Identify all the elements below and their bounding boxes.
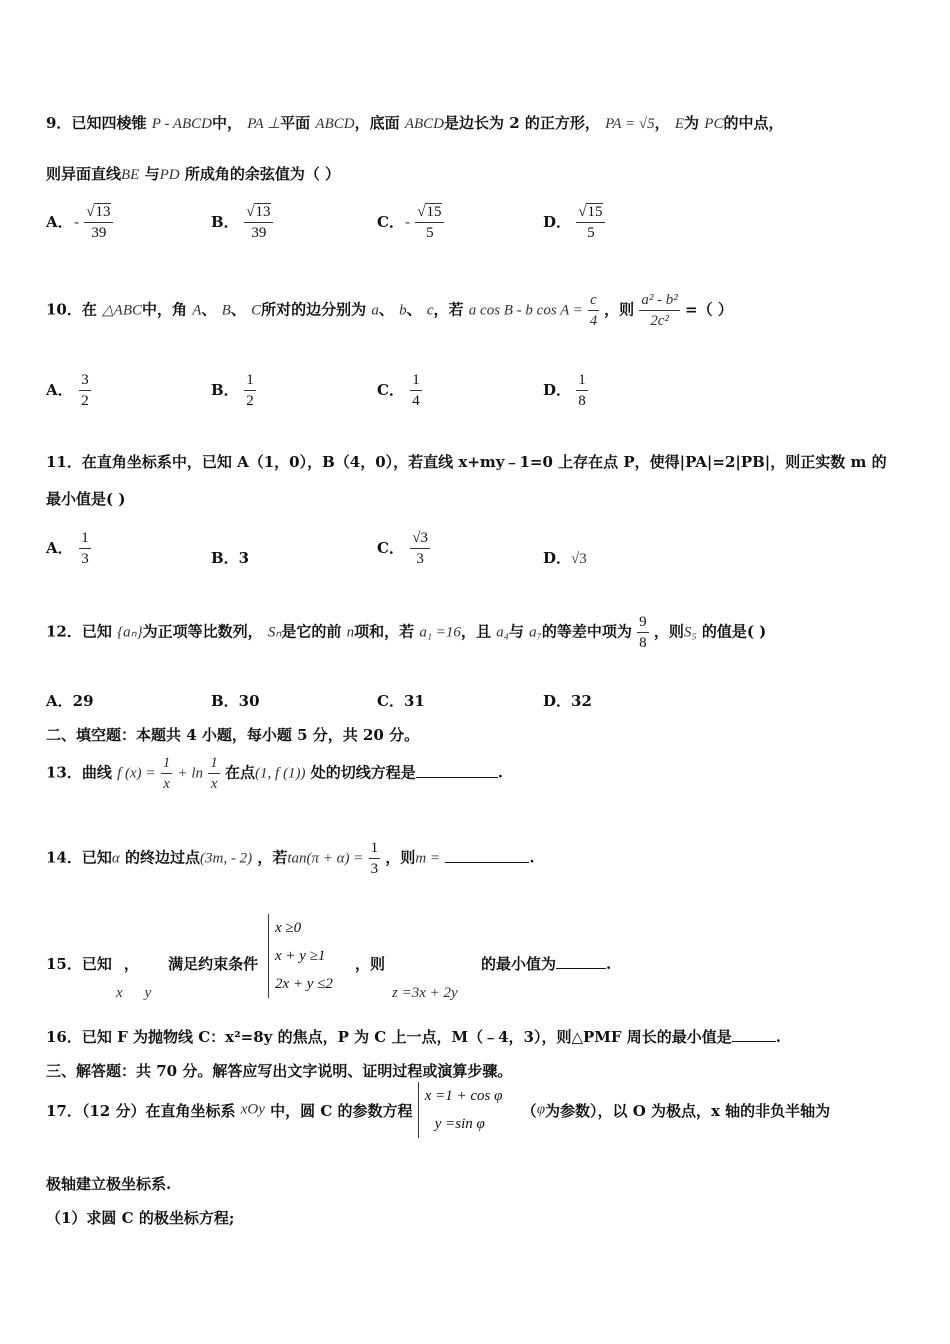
question-11-option-a[interactable]: A． $\frac{1}{3}$ (46, 530, 89, 567)
question-9-option-d[interactable]: D． $\frac{√15}{5}$ (543, 202, 605, 243)
question-10-line: 10．在 △ABC中，角 A、 B、 C所对的边分别为 a、 b、 c，若 a cos B - b cos A = $\frac{c}{4}$ ，则 $\frac{\text{a² - b²}}{\text{2c²}}$ =（ ） (46, 292, 733, 329)
question-15-tail: 的最小值为 . (481, 955, 612, 973)
question-13-line: 13．曲线 f (x) = $\frac{1}{x}$ + ln $\frac{1}{x}$ 在点(1, f (1)) 处的切线方程是 . (46, 755, 503, 792)
question-11-option-d[interactable]: D．√3 (543, 549, 587, 567)
answer-blank[interactable] (445, 862, 529, 863)
question-9-option-a[interactable]: A．- $\frac{√13}{39}$ (46, 202, 113, 243)
question-15-constraints: x ≥0 x + y ≥1 2x + y ≤2 (268, 914, 333, 998)
question-15-objective: z =3x + 2y (392, 985, 458, 1001)
section-3-heading: 三、解答题：共 70 分。解答应写出文字说明、证明过程或演算步骤。 (46, 1062, 513, 1080)
question-12-option-a[interactable]: A．29 (46, 692, 94, 710)
question-9-line1: 9．已知四棱锥 P - ABCD中， PA ⊥平面 ABCD，底面 ABCD是边长为 2 的正方形， PA = √5， E为 PC的中点， (46, 114, 784, 132)
question-9-option-b[interactable]: B． $\frac{√13}{39}$ (211, 202, 273, 243)
question-11-option-b[interactable]: B．3 (211, 549, 250, 567)
question-10-option-c[interactable]: C． $\frac{1}{4}$ (377, 372, 420, 409)
question-17-line1: 17．（12 分）在直角坐标系 xOy 中，圆 C 的参数方程 x =1 + cos φ y =sin φ （φ为参数），以 O 为极点，x 轴的非负半轴为 (46, 1082, 830, 1138)
question-12-line: 12．已知 {aₙ}为正项等比数列， Sₙ是它的前 n项和，若 a₁ =16，且 a₄与 a₇的等差中项为 $\frac{9}{8}$ ，则S₅ 的值是( ) (46, 614, 767, 651)
question-9-option-c[interactable]: C．- $\frac{√15}{5}$ (377, 202, 444, 243)
question-15-then: ，则 (355, 955, 386, 973)
question-16-line: 16．已知 F 为抛物线 C：x²=8y 的焦点，P 为 C 上一点，M（﹣4，3），则△PMF 周长的最小值是 . (46, 1028, 781, 1046)
question-12-option-c[interactable]: C．31 (377, 692, 425, 710)
question-9-line2: 则异面直线BE 与PD 所成角的余弦值为（ ） (46, 165, 341, 183)
question-15-line: 15．已知 ， 满足约束条件 (46, 955, 259, 973)
question-15-variables: x y (116, 985, 152, 1001)
answer-blank[interactable] (732, 1041, 776, 1042)
question-11-option-c[interactable]: C． $\frac{√3}{3}$ (377, 530, 428, 567)
question-10-option-b[interactable]: B． $\frac{1}{2}$ (211, 372, 254, 409)
question-11-line1: 11．在直角坐标系中，已知 A（1，0），B（4，0），若直线 x+my﹣1=0 上存在点 P，使得|PA|=2|PB|，则正实数 m 的 (46, 453, 887, 471)
question-10-option-d[interactable]: D． $\frac{1}{8}$ (543, 372, 586, 409)
question-12-option-b[interactable]: B．30 (211, 692, 260, 710)
question-14-line: 14．已知α 的终边过点(3m, - 2) ，若tan(π + α) = $\frac{1}{3}$ ，则m = . (46, 840, 535, 877)
answer-blank[interactable] (556, 968, 606, 969)
answer-blank[interactable] (416, 777, 498, 778)
question-17-part1: （1）求圆 C 的极坐标方程; (46, 1209, 235, 1227)
question-12-option-d[interactable]: D．32 (543, 692, 592, 710)
section-2-heading: 二、填空题：本题共 4 小题，每小题 5 分，共 20 分。 (46, 726, 420, 744)
question-17-line2: 极轴建立极坐标系. (46, 1175, 172, 1193)
question-10-option-a[interactable]: A． $\frac{3}{2}$ (46, 372, 89, 409)
question-11-line2: 最小值是( ) (46, 490, 126, 508)
